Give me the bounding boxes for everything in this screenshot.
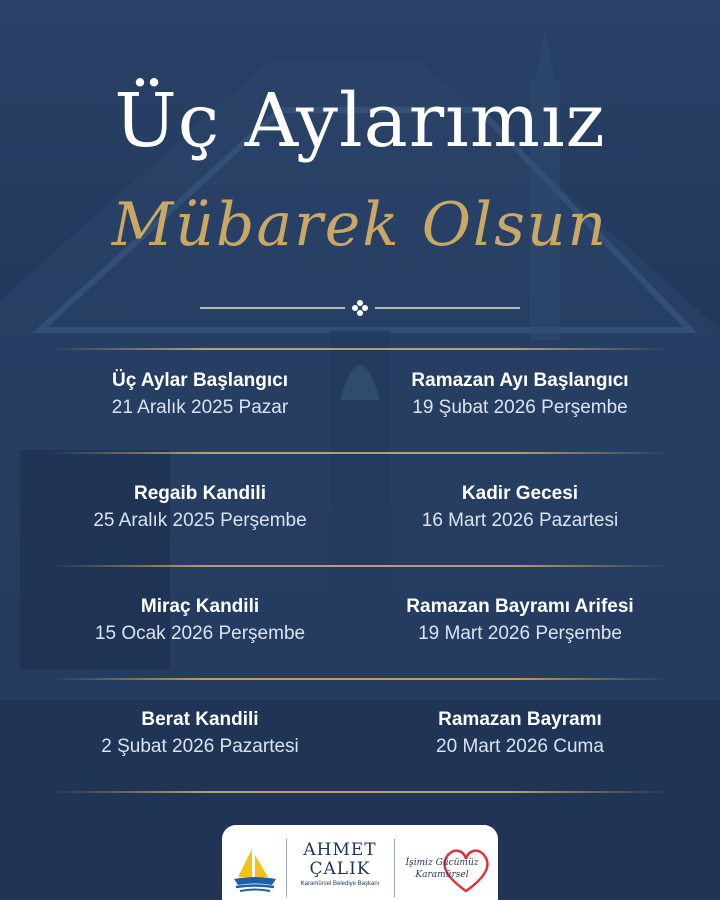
mayor-signature [290, 841, 390, 887]
event-name: Berat Kandili [141, 709, 259, 730]
slogan [398, 841, 494, 897]
event-date: 20 Mart 2026 Cuma [436, 736, 604, 757]
event-date: 16 Mart 2026 Pazartesi [421, 510, 619, 531]
event-row [50, 453, 670, 566]
slogan-line: İşimiz Gücümüz [405, 858, 479, 868]
event-item [50, 709, 350, 758]
footer-divider [394, 839, 395, 897]
event-name: Ramazan Ayı Başlangıcı [411, 370, 629, 391]
footer-badge [222, 825, 498, 900]
event-item [370, 483, 670, 532]
slogan-text [402, 857, 482, 881]
gold-separator [50, 348, 670, 350]
sailboat-logo-icon [230, 845, 280, 895]
events-grid [50, 340, 670, 792]
event-name: Regaib Kandili [134, 483, 266, 504]
event-name: Miraç Kandili [140, 596, 260, 617]
event-item [50, 483, 350, 532]
event-item [50, 596, 350, 645]
event-name: Üç Aylar Başlangıcı [111, 370, 288, 391]
event-row [50, 566, 670, 679]
event-date: 21 Aralık 2025 Pazar [111, 397, 289, 418]
page-subtitle: Mübarek Olsun [111, 190, 609, 260]
mayor-last-name: ÇALIK [309, 859, 371, 879]
event-name: Ramazan Bayramı [438, 709, 602, 730]
event-row [50, 340, 670, 453]
event-name: Ramazan Bayramı Arifesi [406, 596, 634, 617]
mayor-first-name: AHMET [303, 840, 377, 860]
mayor-role: Karamürsel Belediye Başkanı [300, 881, 380, 887]
event-date: 2 Şubat 2026 Pazartesi [101, 736, 299, 757]
event-row [50, 679, 670, 792]
page-title: Üç Aylarımız [114, 78, 606, 164]
event-date: 19 Mart 2026 Perşembe [418, 623, 622, 644]
event-date: 15 Ocak 2026 Perşembe [94, 623, 306, 644]
event-item [370, 370, 670, 419]
event-date: 25 Aralık 2025 Perşembe [93, 510, 307, 531]
footer-divider [286, 839, 287, 897]
event-item [50, 370, 350, 419]
gold-separator [50, 791, 670, 793]
slogan-line: Karamürsel [415, 870, 469, 880]
ornament-divider [200, 298, 520, 318]
event-item [370, 709, 670, 758]
event-item [370, 596, 670, 645]
event-name: Kadir Gecesi [461, 483, 579, 504]
event-date: 19 Şubat 2026 Perşembe [412, 397, 628, 418]
